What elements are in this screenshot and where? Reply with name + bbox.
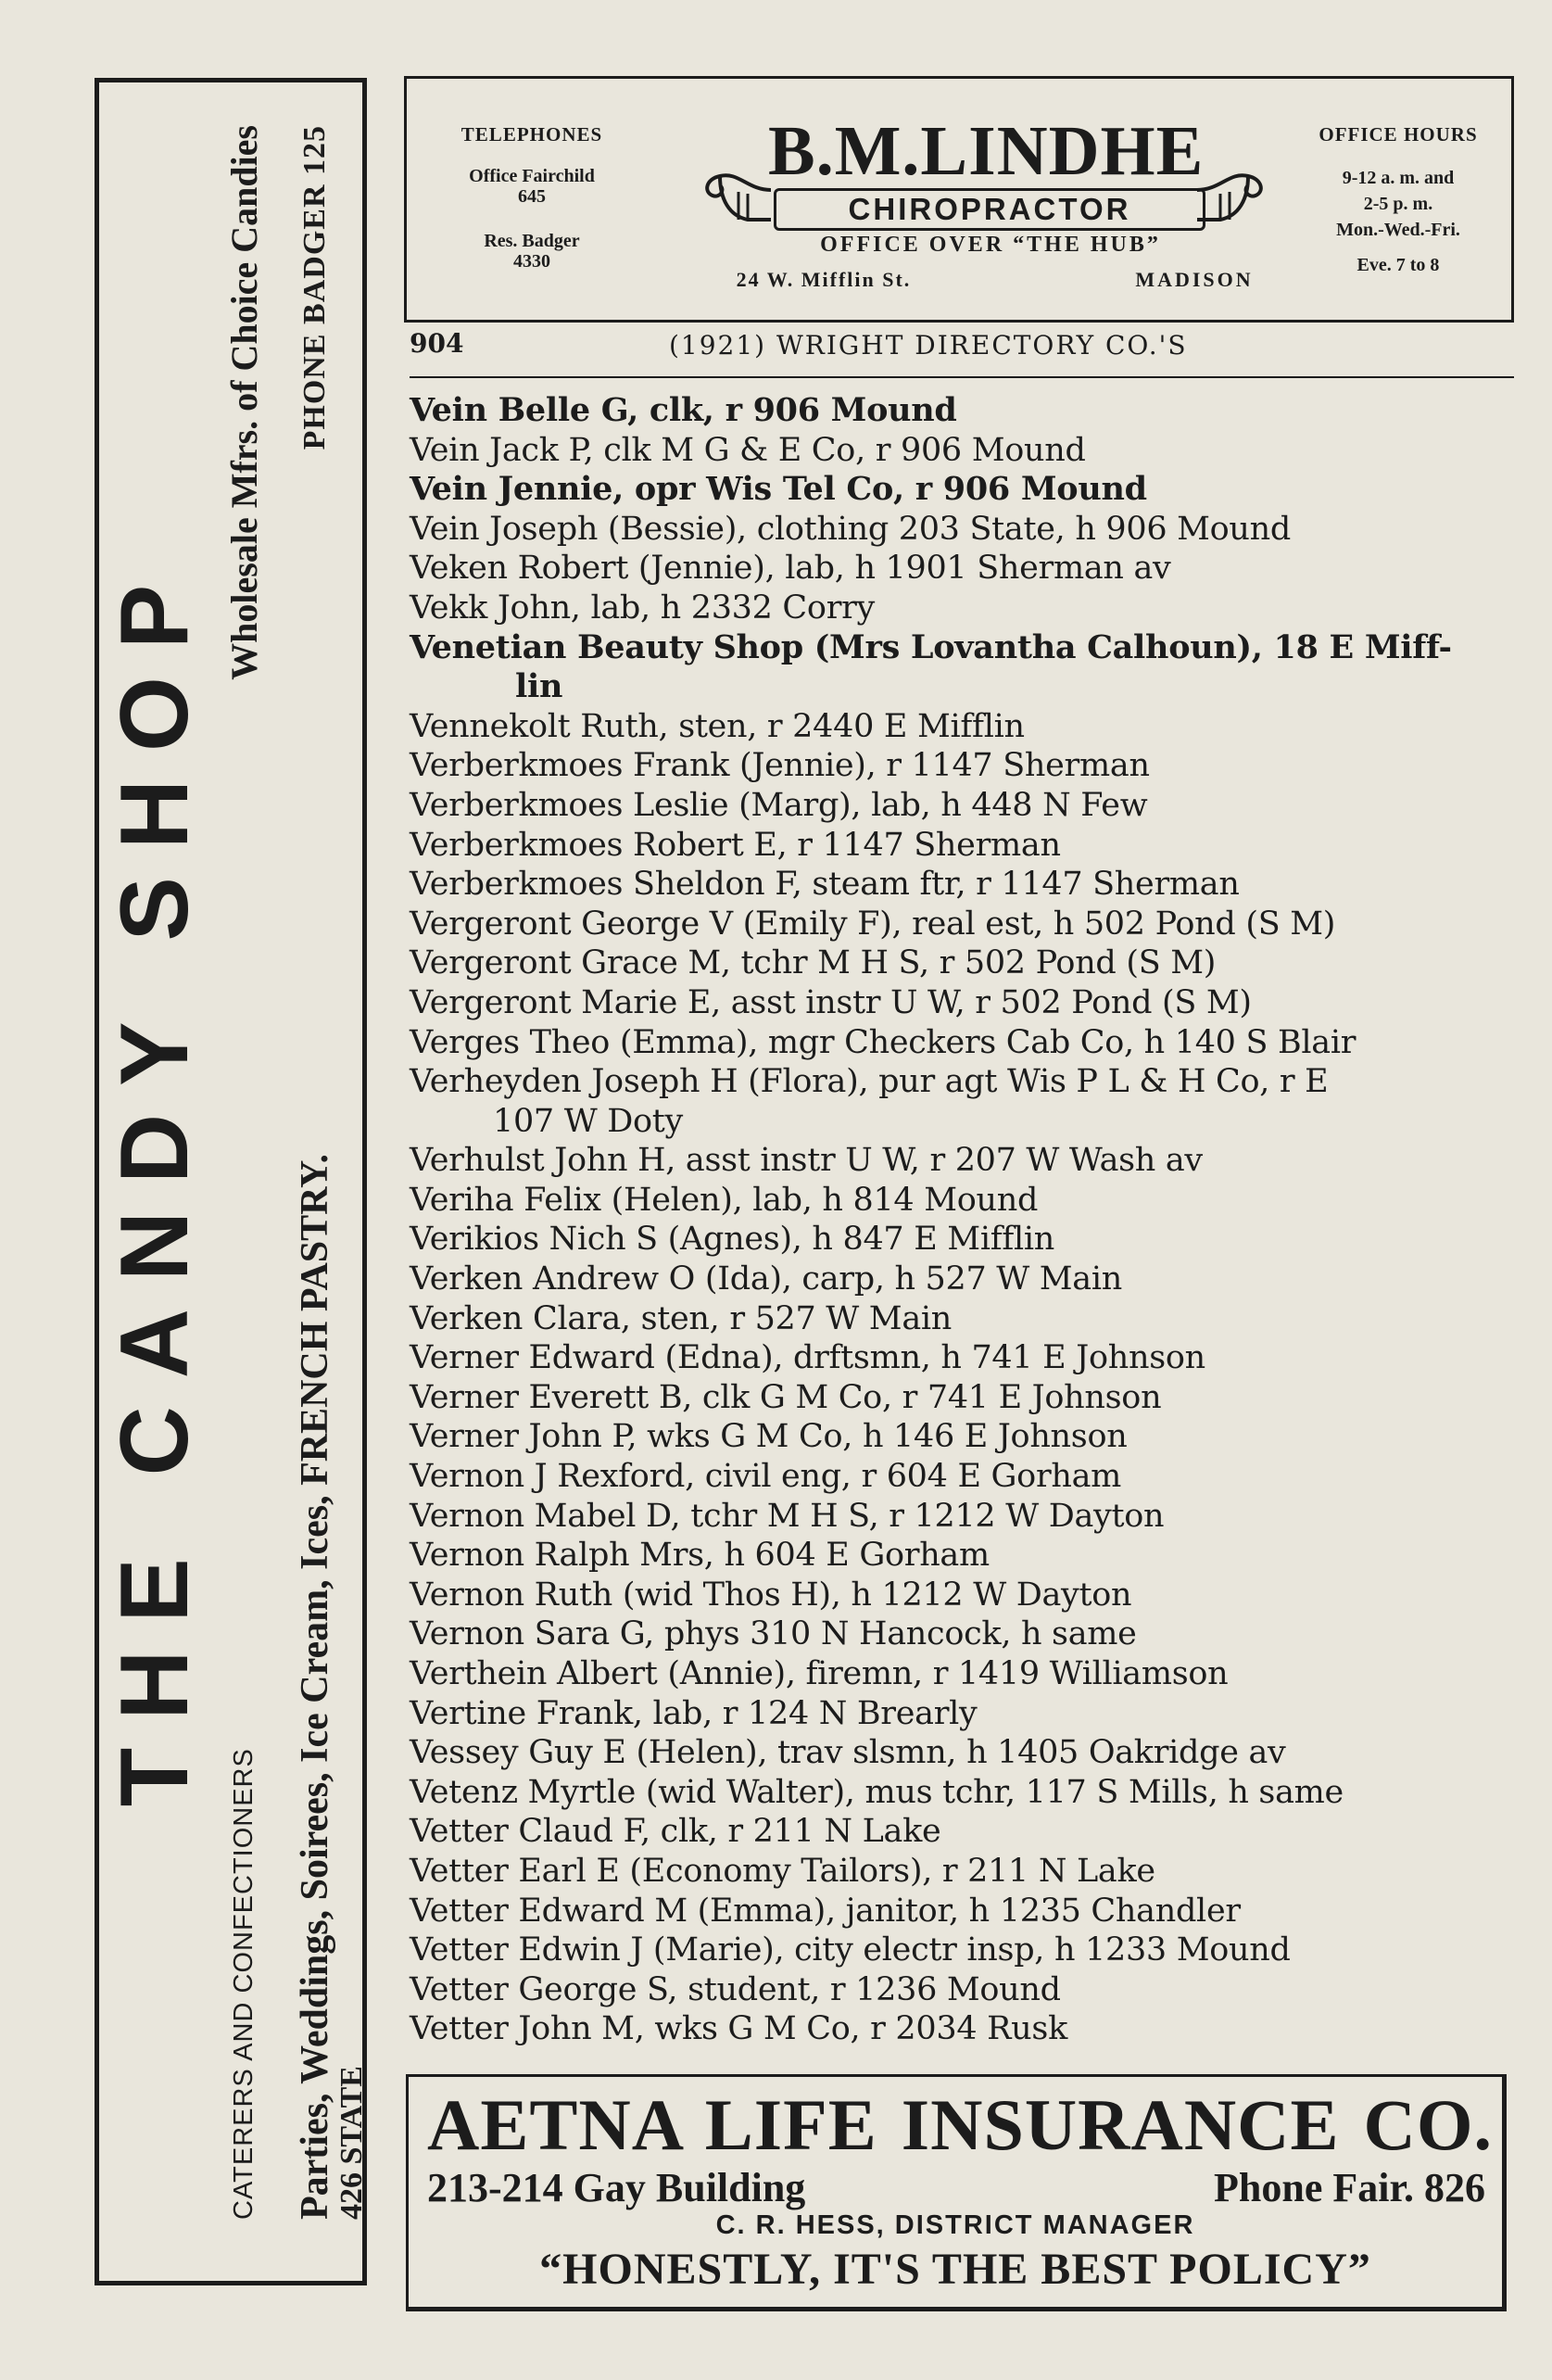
directory-entry-continuation: lin <box>515 667 563 706</box>
candy-shop-caterers: CATERERS AND CONFECTIONERS <box>228 1748 259 2220</box>
chiropractor-ad <box>404 76 1514 323</box>
directory-entry <box>410 431 1531 471</box>
running-head: (1921) WRIGHT DIRECTORY CO.'S <box>669 330 1188 361</box>
residence-telephone-number: 4330 <box>513 251 550 272</box>
directory-entry <box>410 589 1531 628</box>
directory-entry <box>410 905 1531 944</box>
residence-telephone-exchange: Res. Badger <box>484 231 580 251</box>
insurance-company-name: AETNA LIFE INSURANCE CO. <box>427 2084 1493 2165</box>
directory-entry <box>410 707 1531 747</box>
candy-shop-title-row <box>101 88 208 2275</box>
telephones-label: TELEPHONES <box>461 123 603 146</box>
directory-entry-continuation: 107 W Doty <box>493 1102 684 1140</box>
directory-entry <box>410 470 1531 510</box>
directory-entry <box>410 826 1531 866</box>
directory-entry <box>410 943 1531 983</box>
directory-entry <box>410 1536 1531 1576</box>
directory-entry-text: Verberkmoes Sheldon F, steam ftr, r 1147 Sherman <box>410 866 1240 904</box>
directory-entry-text: Verheyden Joseph H (Flora), pur agt Wis P L & H Co, r E <box>410 1063 1329 1101</box>
directory-entry <box>410 746 1531 786</box>
directory-entry <box>410 628 1531 707</box>
directory-entry-text: Verken Clara, sten, r 527 W Main <box>410 1299 953 1337</box>
directory-entry <box>410 1654 1531 1694</box>
profession-label: CHIROPRACTOR <box>848 192 1131 226</box>
directory-entry-text: Vein Jack P, clk M G & E Co, r 906 Mound <box>410 431 1086 469</box>
office-street: 24 W. Mifflin St. <box>736 268 912 291</box>
directory-entry <box>410 865 1531 905</box>
page-header <box>410 328 1514 378</box>
directory-entry <box>410 1378 1531 1418</box>
directory-entry <box>410 983 1531 1023</box>
directory-entry-text: Vennekolt Ruth, sten, r 2440 E Mifflin <box>410 707 1025 745</box>
directory-entry-text: Verges Theo (Emma), mgr Checkers Cab Co, h 140 S Blair <box>410 1023 1356 1061</box>
directory-listings <box>410 391 1531 2049</box>
directory-entry <box>410 1931 1531 1970</box>
directory-entry-text: Veriha Felix (Helen), lab, h 814 Mound <box>410 1181 1039 1219</box>
directory-entry <box>410 1970 1531 2010</box>
directory-entry-text: Verhulst John H, asst instr U W, r 207 W Wash av <box>410 1142 1203 1180</box>
directory-entry-text: Vein Jennie, opr Wis Tel Co, r 906 Mound <box>410 470 1147 509</box>
directory-entry-text: Verner Edward (Edna), drftsmn, h 741 E Johnson <box>410 1339 1205 1377</box>
directory-entry <box>410 1694 1531 1734</box>
profession-banner <box>774 188 1205 231</box>
office-hours-label: OFFICE HOURS <box>1319 123 1478 146</box>
scroll-ornament-left-icon <box>692 134 776 227</box>
directory-entry-text: Verberkmoes Leslie (Marg), lab, h 448 N Few <box>410 786 1148 824</box>
directory-entry <box>410 1181 1531 1221</box>
office-hours-line-2: 2-5 p. m. <box>1363 194 1433 214</box>
directory-entry <box>410 1614 1531 1654</box>
directory-entry <box>410 1576 1531 1615</box>
directory-entry <box>410 1892 1531 1931</box>
directory-entry-text: Vernon J Rexford, civil eng, r 604 E Gorham <box>410 1458 1122 1496</box>
directory-entry <box>410 1299 1531 1339</box>
directory-entry <box>410 2009 1531 2049</box>
directory-entry-text: Vetter John M, wks G M Co, r 2034 Rusk <box>410 2010 1067 2048</box>
directory-entry-text: Verikios Nich S (Agnes), h 847 E Mifflin <box>410 1221 1055 1259</box>
candy-shop-address: 426 STATE <box>334 2066 369 2220</box>
office-telephone <box>444 166 620 207</box>
directory-entry-text: Vein Joseph (Bessie), clothing 203 State, h 906 Mound <box>410 510 1292 548</box>
directory-entry <box>410 1852 1531 1892</box>
directory-entry-text: Vein Belle G, clk, r 906 Mound <box>410 391 957 429</box>
directory-entry <box>410 1733 1531 1773</box>
directory-entry-text: Vergeront George V (Emily F), real est, h 502 Pond (S M) <box>410 905 1336 943</box>
directory-entry-text: Verberkmoes Robert E, r 1147 Sherman <box>410 826 1061 864</box>
directory-entry <box>410 391 1531 431</box>
directory-entry-text: Vernon Ruth (wid Thos H), h 1212 W Dayton <box>410 1576 1132 1614</box>
directory-entry <box>410 549 1531 589</box>
insurance-manager: C. R. HESS, DISTRICT MANAGER <box>715 2210 1195 2240</box>
candy-shop-middle-row <box>210 88 277 2275</box>
directory-entry <box>410 1417 1531 1457</box>
directory-entry-text: Vetter Edwin J (Marie), city electr insp, h 1233 Mound <box>410 1931 1291 1969</box>
office-telephone-number: 645 <box>518 186 546 207</box>
office-location: OFFICE OVER “THE HUB” <box>820 233 1161 257</box>
directory-entry-text: Venetian Beauty Shop (Mrs Lovantha Calhoun), 18 E Miff- <box>410 627 1452 666</box>
directory-entry <box>410 786 1531 826</box>
directory-entry-text: Vetter George S, student, r 1236 Mound <box>410 1970 1061 2008</box>
directory-entry-text: Verner Everett B, clk G M Co, r 741 E Johnson <box>410 1378 1162 1416</box>
directory-entry-text: Veken Robert (Jennie), lab, h 1901 Sherman av <box>410 550 1171 588</box>
directory-entry-text: Vetter Edward M (Emma), janitor, h 1235 Chandler <box>410 1892 1241 1930</box>
candy-shop-ad-rotated <box>101 88 369 2275</box>
directory-entry <box>410 510 1531 550</box>
directory-entry <box>410 1773 1531 1813</box>
office-hours-line-1: 9-12 a. m. and <box>1342 168 1455 188</box>
directory-entry <box>410 1220 1531 1260</box>
office-hours-line-3: Mon.-Wed.-Fri. <box>1336 220 1460 240</box>
office-hours-line-4: Eve. 7 to 8 <box>1356 255 1440 275</box>
office-city: MADISON <box>1135 268 1254 291</box>
candy-shop-services: Parties, Weddings, Soirees, Ice Cream, Ices, FRENCH PASTRY. <box>294 1154 336 2220</box>
directory-entry-text: Vessey Guy E (Helen), trav slsmn, h 1405 Oakridge av <box>410 1734 1286 1772</box>
insurance-phone: Phone Fair. 826 <box>1214 2165 1485 2210</box>
directory-entry <box>410 1812 1531 1852</box>
directory-entry <box>410 1457 1531 1497</box>
directory-entry-text: Vertine Frank, lab, r 124 N Brearly <box>410 1694 978 1732</box>
candy-shop-ad <box>95 78 367 2285</box>
directory-entry-text: Verberkmoes Frank (Jennie), r 1147 Sherman <box>410 747 1150 785</box>
directory-entry <box>410 1141 1531 1181</box>
directory-entry-text: Verken Andrew O (Ida), carp, h 527 W Main <box>410 1260 1123 1298</box>
directory-entry-text: Vetter Claud F, clk, r 211 N Lake <box>410 1813 941 1851</box>
insurance-address: 213-214 Gay Building <box>427 2165 806 2210</box>
directory-entry-text: Vetter Earl E (Economy Tailors), r 211 N Lake <box>410 1852 1155 1890</box>
chiropractor-name: B.M.LINDHE <box>768 112 1205 190</box>
directory-entry-text: Vekk John, lab, h 2332 Corry <box>410 589 876 627</box>
directory-entry-text: Verner John P, wks G M Co, h 146 E Johnson <box>410 1418 1128 1456</box>
page-number: 904 <box>410 328 464 359</box>
directory-entry-text: Vergeront Marie E, asst instr U W, r 502 Pond (S M) <box>410 983 1252 1021</box>
directory-entry <box>410 1260 1531 1299</box>
candy-shop-left-group <box>293 1154 337 2220</box>
directory-entry <box>410 1338 1531 1378</box>
candy-shop-wholesale: Wholesale Mfrs. of Choice Candies <box>222 125 265 680</box>
residence-telephone <box>444 231 620 272</box>
candy-shop-bottom-row <box>277 88 353 2275</box>
insurance-slogan: “HONESTLY, IT'S THE BEST POLICY” <box>539 2245 1371 2294</box>
candy-shop-title: THE CANDY SHOP <box>101 556 208 1807</box>
directory-entry-text: Vernon Mabel D, tchr M H S, r 1212 W Dayton <box>410 1497 1165 1535</box>
directory-entry-text: Vernon Ralph Mrs, h 604 E Gorham <box>410 1537 990 1575</box>
directory-entry <box>410 1062 1531 1141</box>
directory-entry <box>410 1023 1531 1063</box>
directory-entry-text: Vetenz Myrtle (wid Walter), mus tchr, 117 S Mills, h same <box>410 1773 1344 1811</box>
insurance-ad <box>406 2074 1507 2311</box>
directory-entry-text: Vergeront Grace M, tchr M H S, r 502 Pond (S M) <box>410 944 1217 982</box>
directory-entry-text: Verthein Albert (Annie), firemn, r 1419 Williamson <box>410 1655 1229 1692</box>
office-telephone-exchange: Office Fairchild <box>469 166 595 186</box>
directory-entry <box>410 1497 1531 1537</box>
candy-shop-phone: PHONE BADGER 125 <box>297 125 332 450</box>
directory-entry-text: Vernon Sara G, phys 310 N Hancock, h same <box>410 1615 1137 1653</box>
